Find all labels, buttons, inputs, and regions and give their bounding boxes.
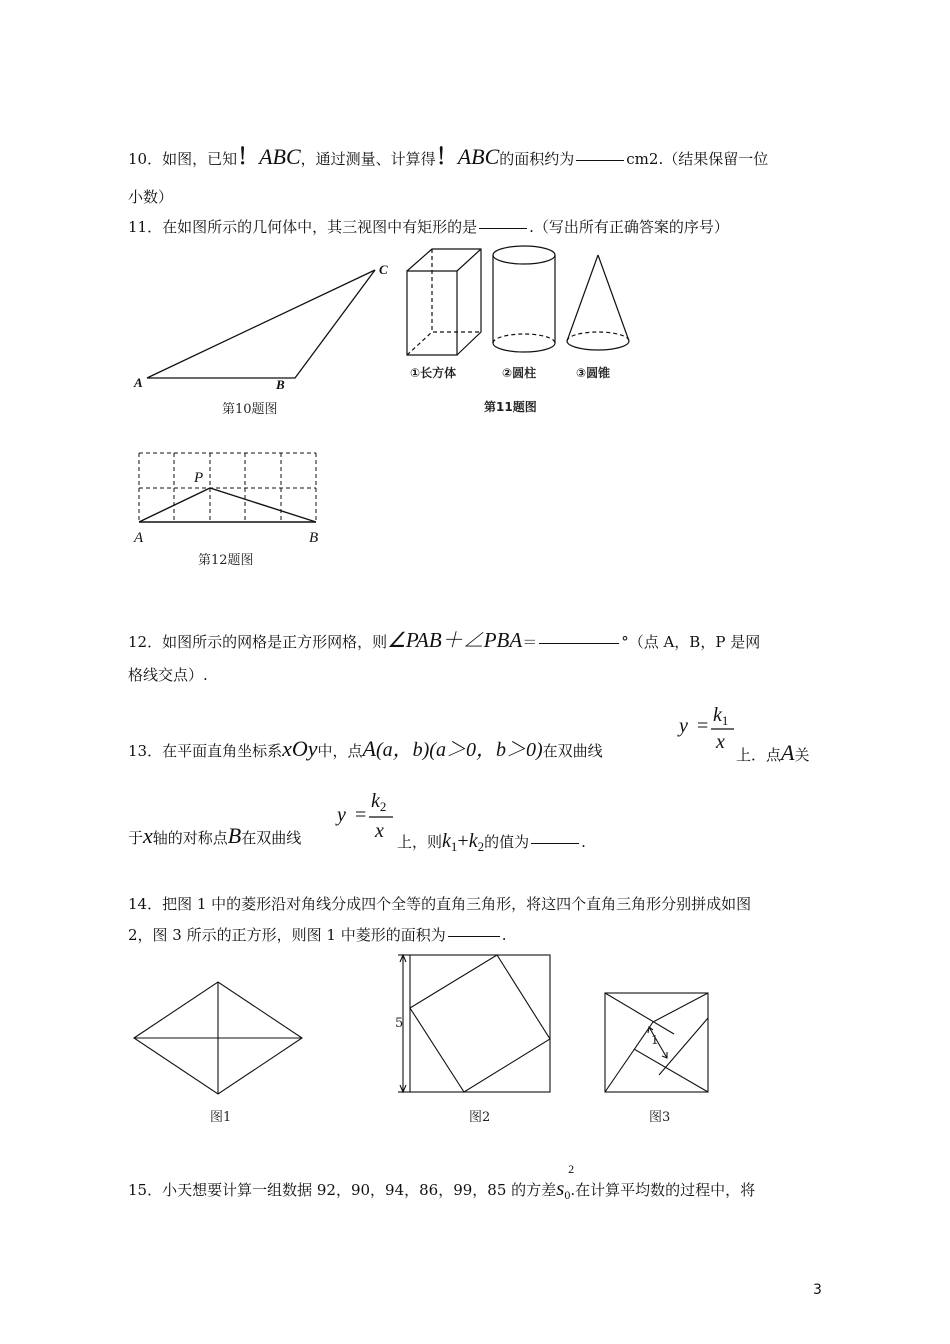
q13-l2-t4: 上，则 <box>397 833 443 851</box>
s-letter: s <box>556 1176 565 1200</box>
equals-sign: = <box>355 804 367 826</box>
subscript: 1 <box>450 839 458 854</box>
fig3-caption: 图3 <box>649 1110 671 1125</box>
q13-t5: 关 <box>794 746 810 764</box>
q13-l2-t5: 的值为 <box>484 833 530 851</box>
q13-l2-t3: 在双曲线 <box>241 829 302 847</box>
fig11-caption: 第11题图 <box>484 400 537 414</box>
k-letter: k <box>468 830 478 852</box>
subscript: 0 <box>564 1188 571 1202</box>
label-c: C <box>379 262 388 277</box>
subscript: 1 <box>721 713 729 728</box>
subscript: 2 <box>379 799 387 814</box>
q13-t4: 上．点 <box>736 746 782 764</box>
dimension-label: 5 <box>395 1016 404 1031</box>
q13-l2-t1: 于 <box>128 829 144 847</box>
y-label: y <box>679 715 688 737</box>
q14-text: 2，图 3 所示的正方形，则图 1 中菱形的面积为 <box>128 926 446 944</box>
q12-tail: °（点 A，B，P 是网 <box>621 633 761 651</box>
point-coords: (a，b)(a＞0，b＞0) <box>375 739 543 761</box>
variance-symbol <box>556 1162 575 1202</box>
subscript: 2 <box>477 839 485 854</box>
q10-mid: ，通过测量、计算得 <box>300 150 436 168</box>
q13-l2-end: . <box>581 833 586 851</box>
k-letter: k <box>713 704 722 726</box>
point-b: B <box>227 823 242 848</box>
q10-line2: 小数） <box>128 188 174 206</box>
label-a: A <box>134 530 144 546</box>
fig10-caption: 第10题图 <box>222 402 278 417</box>
equals-sign: = <box>697 715 709 737</box>
k-letter: k <box>442 830 451 852</box>
q10-unit: cm2.（结果保留一位 <box>626 150 769 168</box>
abc-label: ABC <box>259 144 301 169</box>
label-a: A <box>134 375 143 390</box>
triangle-symbol: ！ <box>435 144 458 169</box>
plus-sign: + <box>457 830 469 852</box>
abc-label: ABC <box>457 144 500 169</box>
q10-tail: 的面积约为 <box>499 150 575 168</box>
equals-sign: ＝ <box>522 633 538 651</box>
q12-text: 12．如图所示的网格是正方形网格，则 <box>128 633 388 651</box>
dimension-label: 1 <box>651 1033 659 1047</box>
q13-t2: 中，点 <box>317 742 363 760</box>
page-number: 3 <box>813 1282 822 1298</box>
fig1-caption: 图1 <box>210 1110 232 1125</box>
y-label: y <box>337 804 346 826</box>
x-denominator: x <box>375 820 384 842</box>
shape-label-cylinder: ②圆柱 <box>502 366 537 380</box>
fig12-caption: 第12题图 <box>198 553 254 568</box>
shape-label-cone: ③圆锥 <box>576 366 611 380</box>
q13-text: 13．在平面直角坐标系 <box>128 742 283 760</box>
label-p: P <box>194 470 204 486</box>
label-b: B <box>309 530 319 546</box>
q13-t3: 在双曲线 <box>542 742 603 760</box>
point-a: A <box>781 740 795 765</box>
q12-line2: 格线交点）. <box>128 666 208 684</box>
triangle-symbol: ！ <box>237 144 260 169</box>
q15-line <box>128 1162 756 1203</box>
fig2-caption: 图2 <box>469 1110 491 1125</box>
label-b: B <box>276 377 285 392</box>
xoy-label: xOy <box>282 736 318 761</box>
angle-expression: ∠PAB＋∠PBA <box>387 628 523 652</box>
q14-line1: 14．把图 1 中的菱形沿对角线分成四个全等的直角三角形，将这四个直角三角形分别拼成如图 <box>128 895 752 913</box>
q10-text: 10．如图，已知 <box>128 150 238 168</box>
x-axis-label: x <box>143 823 153 848</box>
q15-tail: .在计算平均数的过程中，将 <box>570 1181 756 1199</box>
x-denominator: x <box>716 731 725 753</box>
q14-end: . <box>501 926 507 944</box>
q11-tail: .（写出所有正确答案的序号） <box>529 218 729 236</box>
q11-text: 11．在如图所示的几何体中，其三视图中有矩形的是 <box>128 218 478 236</box>
k-letter: k <box>371 790 380 812</box>
q15-text: 15．小天想要计算一组数据 92，90，94，86，99，85 的方差 <box>128 1181 557 1199</box>
q13-l2-t2: 轴的对称点 <box>152 829 228 847</box>
superscript: 2 <box>568 1162 575 1176</box>
shape-label-cuboid: ①长方体 <box>410 366 457 380</box>
point-a: A <box>362 736 376 761</box>
